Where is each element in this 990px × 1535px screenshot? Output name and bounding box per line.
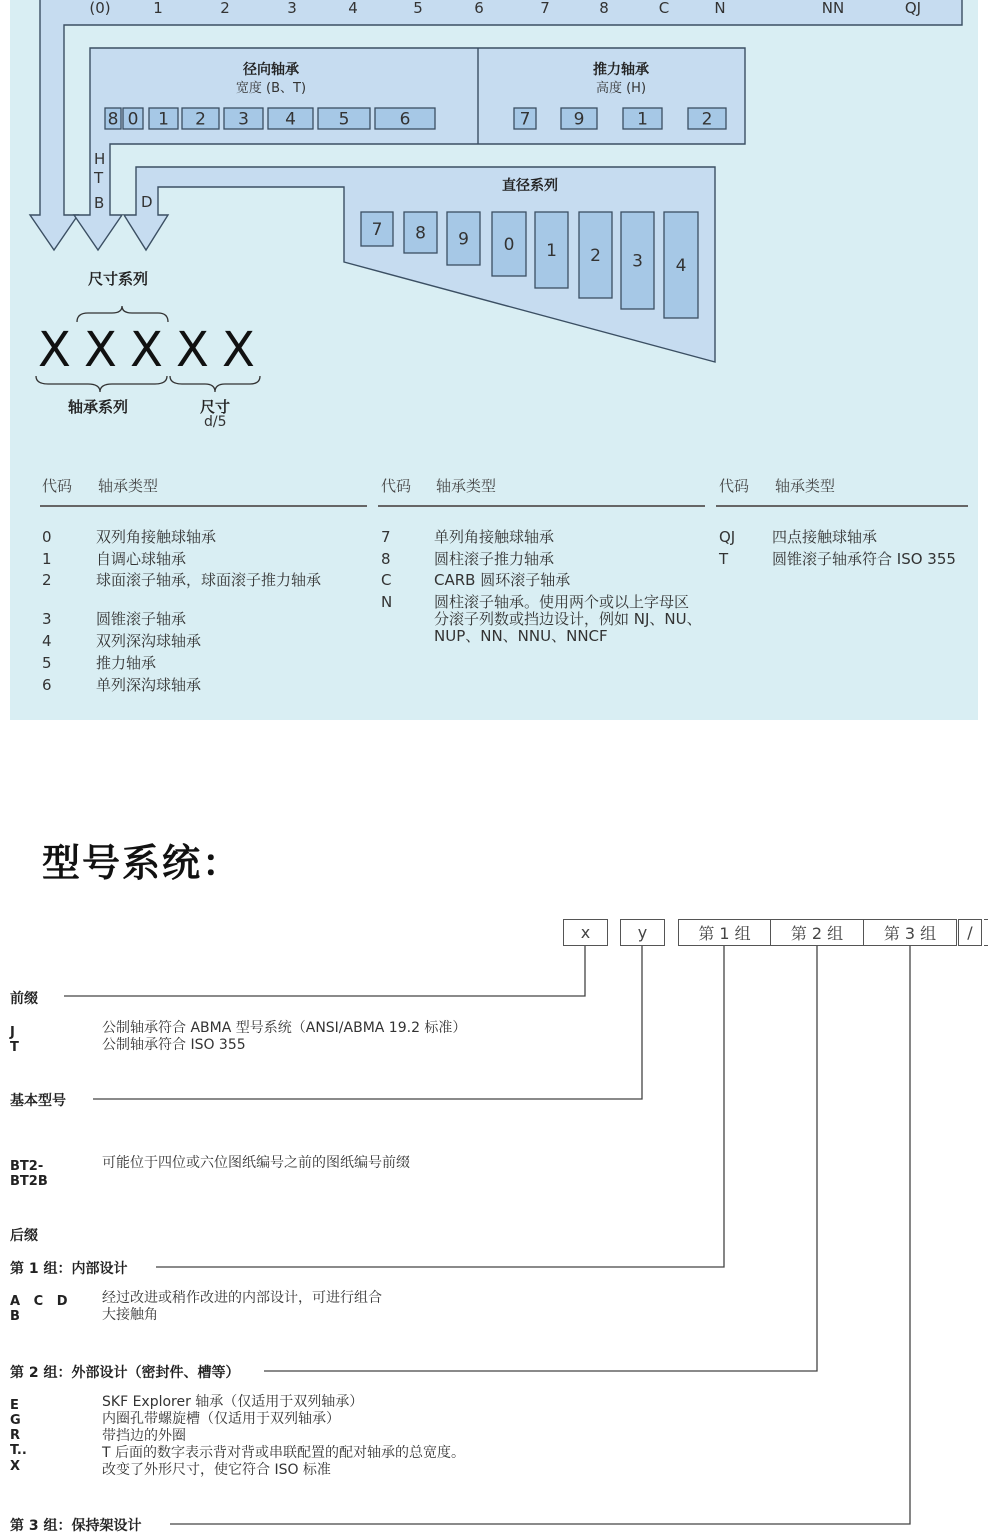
group2-code-r: R bbox=[10, 1428, 21, 1443]
table-row-type: 四点接触球轴承 bbox=[772, 528, 878, 546]
code-box-label: 4 bbox=[675, 256, 687, 276]
prefix-code-j: J bbox=[10, 1025, 15, 1040]
code-box-label: 3 bbox=[238, 109, 249, 130]
top-code-label: 6 bbox=[474, 0, 484, 17]
designation-box-y: y bbox=[620, 919, 665, 946]
side-letter-b: B bbox=[94, 194, 105, 212]
group1-desc-1: 经过改进或稍作改进的内部设计，可进行组合 bbox=[102, 1290, 382, 1306]
code-box-label: 2 bbox=[701, 109, 713, 130]
group1-codes-2: B bbox=[10, 1309, 20, 1324]
table-row-code: 2 bbox=[42, 571, 52, 589]
table-row-code: 4 bbox=[42, 632, 52, 650]
code-box-label: 1 bbox=[637, 109, 648, 130]
radial-subtitle: 宽度 (B、T) bbox=[235, 81, 307, 96]
group1-label: 第 1 组：内部设计 bbox=[10, 1261, 128, 1277]
top-code-label: 1 bbox=[153, 0, 163, 17]
table-row-type: 单列角接触球轴承 bbox=[434, 528, 555, 546]
group2-desc-2: 内圈孔带螺旋槽（仅适用于双列轴承） bbox=[102, 1411, 340, 1427]
table-row-type: 圆柱滚子轴承。使用两个或以上字母区 bbox=[434, 593, 690, 611]
side-letter-t: T bbox=[94, 169, 104, 187]
group2-code-x: X bbox=[10, 1459, 21, 1474]
table-row-type: 圆锥滚子轴承符合 ISO 355 bbox=[772, 550, 956, 568]
table-row-code: N bbox=[381, 593, 393, 611]
prefix-label: 前缀 bbox=[10, 991, 38, 1007]
col2-type-header: 轴承类型 bbox=[436, 477, 497, 495]
code-box-label: 0 bbox=[503, 235, 515, 255]
size-series-label: 尺寸系列 bbox=[88, 270, 149, 288]
designation-box-slash: / bbox=[958, 919, 982, 946]
group2-desc-3: 带挡边的外圈 bbox=[102, 1428, 186, 1444]
basic-code-1: BT2- bbox=[10, 1159, 44, 1174]
col3-code-header: 代码 bbox=[719, 477, 750, 495]
top-code-label: NN bbox=[821, 0, 845, 17]
top-code-label: 8 bbox=[599, 0, 609, 17]
basic-label: 基本型号 bbox=[10, 1093, 66, 1109]
top-code-label: 2 bbox=[220, 0, 230, 17]
prefix-connector bbox=[64, 946, 585, 996]
code-box-label: 8 bbox=[107, 109, 119, 130]
table-row-type: 推力轴承 bbox=[96, 654, 157, 672]
code-box-label: 2 bbox=[195, 109, 206, 130]
top-code-label: QJ bbox=[904, 0, 922, 17]
x-placeholder-2: X bbox=[84, 322, 117, 378]
table-row-code: 3 bbox=[42, 610, 52, 628]
code-box-label: 9 bbox=[573, 109, 585, 130]
col3-type-header: 轴承类型 bbox=[775, 477, 836, 495]
thrust-title: 推力轴承 bbox=[593, 62, 649, 78]
group1-codes-1: A C D bbox=[10, 1294, 68, 1309]
table-row-code: 0 bbox=[42, 528, 52, 546]
size-label: 尺寸 bbox=[200, 398, 231, 416]
table-row-type: 自调心球轴承 bbox=[96, 550, 187, 568]
table-row-type: 单列深沟球轴承 bbox=[96, 676, 202, 694]
x-placeholder-4: X bbox=[176, 322, 209, 378]
prefix-desc-1: 公制轴承符合 ABMA 型号系统（ANSI/ABMA 19.2 标准） bbox=[102, 1020, 467, 1036]
code-box-label: 7 bbox=[371, 220, 383, 240]
table-row-code: QJ bbox=[719, 528, 736, 546]
code-box-label: 5 bbox=[338, 109, 350, 130]
table-row-code: 6 bbox=[42, 676, 52, 694]
side-letter-h: H bbox=[94, 150, 106, 168]
table-row-type: CARB 圆环滚子轴承 bbox=[434, 571, 571, 589]
table-row-type-cont: NUP、NN、NNU、NNCF bbox=[434, 627, 608, 645]
code-box-label: 9 bbox=[458, 229, 469, 250]
group1-desc-2: 大接触角 bbox=[102, 1307, 158, 1323]
group2-desc-4: T 后面的数字表示背对背或串联配置的配对轴承的总宽度。 bbox=[102, 1445, 466, 1461]
code-box-label: 1 bbox=[546, 241, 557, 261]
table-row-code: 1 bbox=[42, 550, 52, 568]
table-row-code: T bbox=[719, 550, 729, 568]
code-box-label: 7 bbox=[519, 109, 531, 130]
top-code-label: 3 bbox=[287, 0, 297, 17]
code-box-label: 8 bbox=[415, 223, 426, 244]
d-letter: D bbox=[141, 193, 153, 211]
group1-connector bbox=[156, 946, 724, 1267]
bearing-series-label: 轴承系列 bbox=[68, 398, 129, 416]
basic-code-2: BT2B bbox=[10, 1174, 48, 1189]
x-placeholder-1: X bbox=[38, 322, 71, 378]
radial-title: 径向轴承 bbox=[243, 62, 299, 78]
thrust-subtitle: 高度 (H) bbox=[595, 81, 647, 96]
table-row-code: 5 bbox=[42, 654, 52, 672]
table-row-type: 球面滚子轴承，球面滚子推力轴承 bbox=[96, 571, 322, 589]
col1-code-header: 代码 bbox=[42, 477, 73, 495]
table-row-type: 双列角接触球轴承 bbox=[96, 528, 217, 546]
size-sub: d/5 bbox=[204, 414, 227, 430]
group2-label: 第 2 组：外部设计（密封件、槽等） bbox=[10, 1365, 240, 1381]
table-row-type: 圆柱滚子推力轴承 bbox=[434, 550, 555, 568]
suffix-label: 后缀 bbox=[10, 1228, 38, 1244]
table-row-code: 7 bbox=[381, 528, 391, 546]
top-code-label: 7 bbox=[540, 0, 550, 17]
group2-desc-1: SKF Explorer 轴承（仅适用于双列轴承） bbox=[102, 1394, 364, 1410]
col2-code-header: 代码 bbox=[381, 477, 412, 495]
designation-box-group1: 第 1 组 bbox=[678, 919, 771, 946]
group3-label: 第 3 组：保持架设计 bbox=[10, 1518, 142, 1534]
table-row-code: 8 bbox=[381, 550, 391, 568]
group2-code-t: T.. bbox=[10, 1443, 27, 1458]
prefix-code-t: T bbox=[10, 1040, 19, 1055]
group2-code-e: E bbox=[10, 1398, 19, 1413]
designation-box-x: x bbox=[563, 919, 608, 946]
top-code-label: 4 bbox=[348, 0, 358, 17]
x-placeholder-5: X bbox=[222, 322, 255, 378]
basic-desc: 可能位于四位或六位图纸编号之前的图纸编号前缀 bbox=[102, 1155, 410, 1171]
col1-type-header: 轴承类型 bbox=[98, 477, 159, 495]
table-row-type: 圆锥滚子轴承 bbox=[96, 610, 187, 628]
code-box-label: 0 bbox=[127, 109, 139, 130]
code-box-label: 1 bbox=[158, 109, 169, 130]
designation-box-group2: 第 2 组 bbox=[770, 919, 864, 946]
x-placeholder-3: X bbox=[130, 322, 163, 378]
group2-code-g: G bbox=[10, 1413, 21, 1428]
table-row-type-cont: 分滚子列数或挡边设计，例如 NJ、NU、 bbox=[434, 610, 702, 628]
designation-box-group3: 第 3 组 bbox=[863, 919, 957, 946]
table-row-type: 双列深沟球轴承 bbox=[96, 632, 202, 650]
group2-desc-5: 改变了外形尺寸，使它符合 ISO 标准 bbox=[102, 1462, 331, 1478]
code-box-label: 6 bbox=[399, 109, 411, 130]
section-title: 型号系统： bbox=[42, 841, 243, 885]
top-code-label: (0) bbox=[89, 0, 111, 17]
diameter-title: 直径系列 bbox=[502, 178, 558, 194]
table-row-code: C bbox=[381, 571, 392, 589]
code-box-label: 3 bbox=[632, 251, 643, 272]
prefix-desc-2: 公制轴承符合 ISO 355 bbox=[102, 1037, 246, 1053]
top-code-label: 5 bbox=[413, 0, 423, 17]
top-code-label: C bbox=[658, 0, 670, 17]
code-box-label: 2 bbox=[590, 246, 601, 266]
top-code-label: N bbox=[714, 0, 726, 17]
code-box-label: 4 bbox=[285, 109, 296, 130]
